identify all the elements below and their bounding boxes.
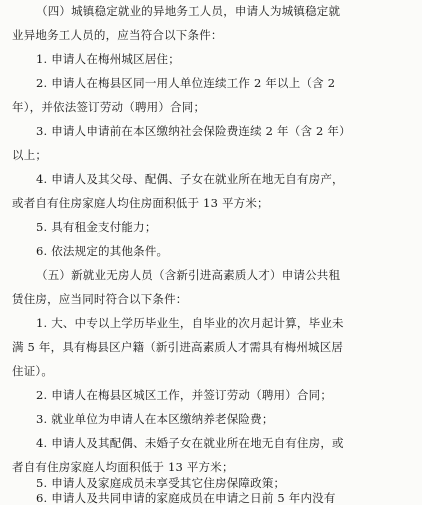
text-line: 或者自有住房家庭人均住房面积低于 13 平方米；: [12, 196, 269, 210]
condition-item: 5. 申请人及家庭成员未享受其它住房保障政策；: [36, 476, 286, 490]
condition-item: 3. 就业单位为申请人在本区缴纳养老保险费；: [36, 412, 274, 426]
condition-item: 6. 依法规定的其他条件。: [36, 244, 169, 258]
section-five-heading: （五）新就业无房人员（含新引进高素质人才）申请公共租: [36, 268, 341, 282]
condition-item: 3. 申请人申请前在本区缴纳社会保险费连续 2 年（含 2 年）: [36, 124, 351, 138]
text-line: 年），并依法签订劳动（聘用）合同；: [12, 100, 206, 114]
condition-item: 2. 申请人在梅县区同一用人单位连续工作 2 年以上（含 2: [36, 76, 336, 90]
section-four-heading: （四）城镇稳定就业的异地务工人员，申请人为城镇稳定就: [36, 4, 341, 18]
condition-item: 6. 申请人及共同申请的家庭成员在申请之日前 5 年内没有: [36, 491, 336, 505]
condition-item: 5. 具有租金支付能力；: [36, 220, 157, 234]
condition-item: 2. 申请人在梅县区城区工作，并签订劳动（聘用）合同；: [36, 388, 333, 402]
condition-item: 1. 大、中专以上学历毕业生，自毕业的次月起计算，毕业未: [36, 316, 344, 330]
condition-item: 1. 申请人在梅州城区居住；: [36, 52, 180, 66]
text-line: 住证）。: [12, 364, 54, 378]
text-line: 业异地务工人员的，应当符合以下条件：: [12, 28, 223, 42]
text-line: 者自有住房家庭人均面积低于 13 平方米；: [12, 460, 234, 474]
text-line: 满 5 年，具有梅县区户籍（新引进高素质人才需具有梅州城区居: [12, 340, 344, 354]
condition-item: 4. 申请人及其父母、配偶、子女在就业所在地无自有房产，: [36, 172, 344, 186]
condition-item: 4. 申请人及其配偶、未婚子女在就业所在地无自有住房，或: [36, 436, 344, 450]
text-line: 以上；: [12, 148, 48, 162]
text-line: 赁住房，应当同时符合以下条件：: [12, 292, 188, 306]
